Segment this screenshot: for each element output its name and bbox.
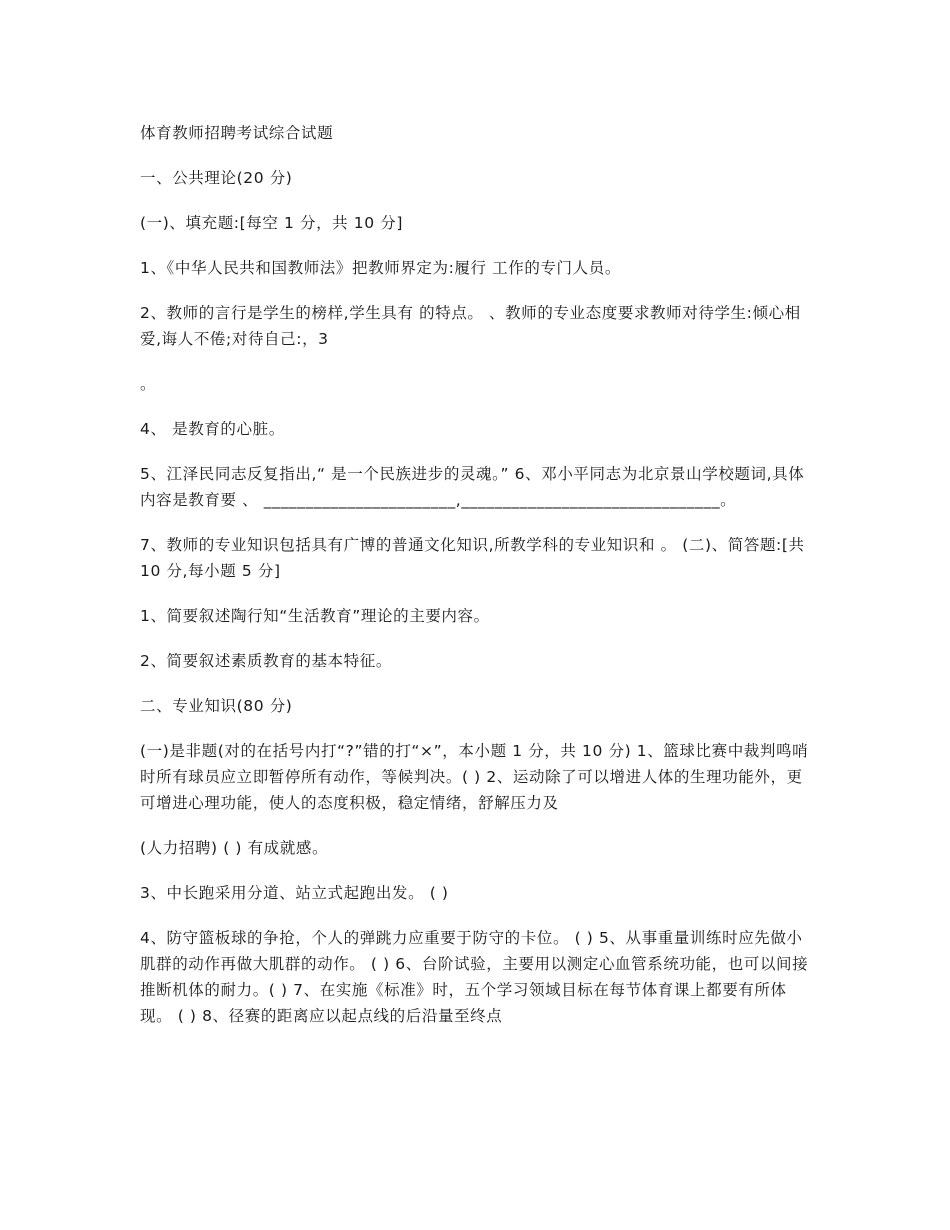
document-body — [140, 120, 812, 1048]
question-paragraph: (一)是非题(对的在括号内打“?”错的打“×”，本小题 1 分，共 10 分) 1、篮球比赛中裁判鸣哨时所有球员应立即暂停所有动作，等候判决。( ) 2、运动除了可以增进人体的生理功能外，更可增进心理功能，使人的态度积极，稳定情绪，舒解压力及 — [140, 742, 809, 812]
question-paragraph: 4、 是教育的心脏。 — [140, 420, 285, 438]
question-paragraph: 2、简要叙述素质教育的基本特征。 — [140, 652, 392, 670]
question-paragraph: 2、教师的言行是学生的榜样,学生具有 的特点。 、教师的专业态度要求教师对待学生:倾心相爱,诲人不倦;对待自己:，3 — [140, 304, 801, 348]
question-paragraph: 1、简要叙述陶行知“生活教育”理论的主要内容。 — [140, 607, 490, 625]
question-paragraph: 7、教师的专业知识包括具有广博的普通文化知识,所教学科的专业知识和 。 (二)、简答题:[共 10 分,每小题 5 分] — [140, 536, 805, 580]
section-heading-professional-knowledge: 二、专业知识(80 分) — [140, 697, 293, 715]
question-paragraph: 5、江泽民同志反复指出,“ 是一个民族进步的灵魂。” 6、邓小平同志为北京景山学校题词,具体内容是教育要 、 _______________________,_______________________________。 — [140, 465, 805, 509]
question-paragraph: 3、中长跑采用分道、站立式起跑出发。 ( ) — [140, 884, 449, 902]
subsection-heading-fill-in: (一)、填充题:[每空 1 分，共 10 分] — [140, 214, 404, 232]
document-title: 体育教师招聘考试综合试题 — [140, 124, 334, 142]
question-paragraph: 4、防守篮板球的争抢，个人的弹跳力应重要于防守的卡位。 ( ) 5、从事重量训练时应先做小肌群的动作再做大肌群的动作。 ( ) 6、台阶试验，主要用以测定心血管系统功能，也可以间接推断机体的耐力。( ) 7、在实施《标准》时，五个学习领域目标在每节体育课上都要有所体现。 ( ) 8、径赛的距离应以起点线的后沿量至终点 — [140, 929, 809, 1025]
question-paragraph: 1、《中华人民共和国教师法》把教师界定为:履行 工作的专门人员。 — [140, 259, 621, 277]
stray-punctuation-paragraph: 。 — [140, 375, 157, 393]
question-paragraph: (人力招聘) ( ) 有成就感。 — [140, 839, 329, 857]
section-heading-public-theory: 一、公共理论(20 分) — [140, 169, 293, 187]
